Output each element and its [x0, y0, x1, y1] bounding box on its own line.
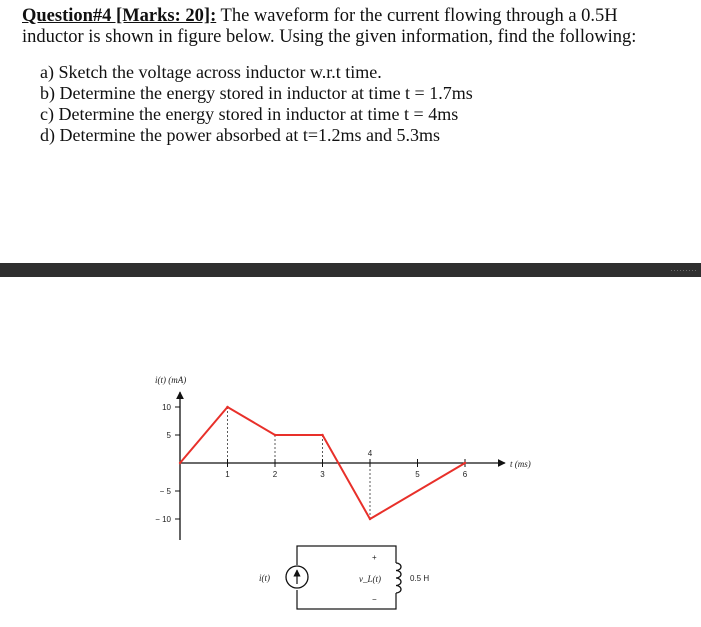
source-label: i(t) [259, 573, 270, 583]
question-line-1-text: The waveform for the current flowing through a 0.5H [216, 6, 618, 26]
data-point-2 [274, 434, 276, 436]
y-axis-label: i(t) (mA) [155, 375, 187, 385]
data-point-4 [369, 518, 371, 520]
chart-axes [180, 392, 505, 540]
plus-sign: + [372, 553, 377, 562]
divider-text: ········· [670, 265, 697, 275]
x-tick-label-5: 5 [415, 470, 420, 479]
data-point-3 [321, 434, 323, 436]
circuit-diagram [259, 546, 429, 609]
x-tick-label-1: 1 [225, 470, 230, 479]
x-tick-label-4: 4 [367, 449, 373, 458]
x-tick-label-6: 6 [462, 470, 468, 479]
data-point-1 [226, 406, 228, 408]
item-d: d) Determine the power absorbed at t=1.2ms and 5.3ms [40, 125, 441, 145]
minus-sign: − [372, 595, 377, 604]
voltage-label: v_L(t) [359, 574, 381, 584]
item-a: a) Sketch the voltage across inductor w.r.t time. [40, 62, 382, 82]
item-c: c) Determine the energy stored in inductor at time t = 4ms [40, 104, 459, 124]
question-line-2: inductor is shown in figure below. Using the given information, find the following: [22, 27, 637, 47]
y-tick-label-5: 5 [166, 431, 171, 440]
data-point-0 [179, 462, 181, 464]
item-b: b) Determine the energy stored in inductor at time t = 1.7ms [40, 83, 473, 103]
x-tick-label-3: 3 [320, 470, 325, 479]
question-heading: Question#4 [Marks: 20]: [22, 6, 217, 26]
x-axis-label: t (ms) [510, 459, 531, 469]
y-tick-label--10: − 10 [155, 515, 171, 524]
x-tick-label-2: 2 [272, 470, 278, 479]
data-point-5 [464, 462, 466, 464]
circuit-loop [297, 546, 396, 609]
y-tick-label--5: − 5 [159, 487, 171, 496]
y-tick-label-10: 10 [162, 403, 171, 412]
inductor-label: 0.5 H [410, 574, 430, 583]
